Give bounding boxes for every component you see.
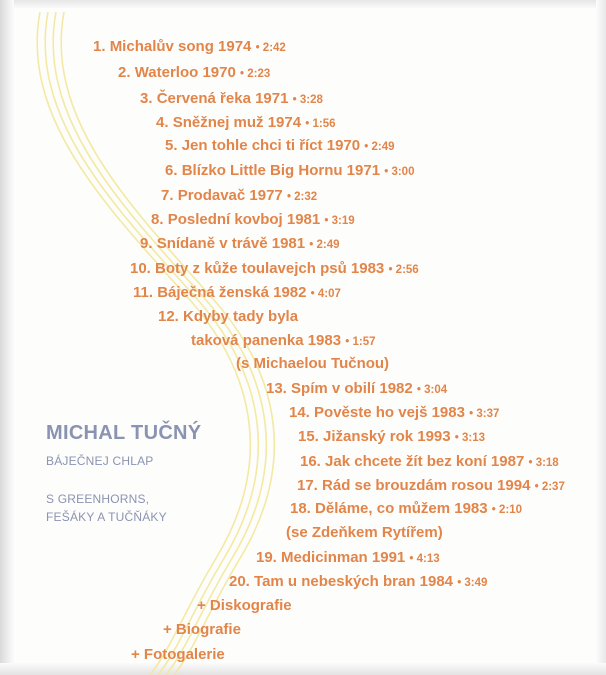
track-item-featuring	[286, 524, 443, 543]
track-duration: • 3:19	[324, 215, 355, 227]
track-number: 6.	[165, 162, 178, 179]
track-number: 13.	[266, 380, 287, 397]
track-title: Jen tohle chci ti říct 1970	[181, 137, 361, 154]
track-title: taková panenka 1983	[191, 332, 342, 349]
track-item-featuring	[236, 355, 389, 374]
track-number: 15.	[298, 428, 319, 445]
track-title: Červená řeka 1971	[156, 90, 289, 107]
track-item-continuation	[191, 332, 376, 351]
extra-photo-gallery[interactable]: + Fotogalerie	[131, 646, 225, 663]
track-duration: • 2:56	[388, 264, 419, 276]
track-number: 17.	[297, 477, 318, 494]
track-title: Pověste ho vejš 1983	[314, 404, 465, 421]
track-number: 16.	[300, 453, 321, 470]
track-number: 14.	[289, 404, 310, 421]
track-duration: • 3:28	[292, 94, 323, 106]
track-item	[93, 38, 286, 57]
track-item	[156, 114, 336, 133]
album-title: BÁJEČNEJ CHLAP	[46, 454, 154, 468]
track-title: Prodavač 1977	[177, 187, 283, 204]
track-item	[151, 211, 355, 230]
track-title: Waterloo 1970	[134, 64, 236, 81]
track-item	[300, 453, 559, 472]
track-duration: • 2:10	[491, 504, 523, 516]
track-number: 1.	[93, 38, 106, 55]
track-number: 18.	[290, 500, 311, 517]
track-item	[289, 404, 499, 423]
track-number: 4.	[156, 114, 169, 131]
track-item	[297, 477, 565, 496]
track-number: 19.	[256, 549, 277, 566]
track-duration: • 3:37	[469, 408, 500, 420]
track-duration: • 1:57	[345, 336, 376, 348]
track-item	[298, 428, 485, 447]
track-duration: • 2:37	[534, 481, 565, 493]
track-number: 10.	[130, 260, 151, 277]
track-title: (se Zdeňkem Rytířem)	[286, 524, 443, 541]
track-duration: • 4:13	[409, 553, 440, 565]
track-item	[161, 187, 317, 206]
track-number: 8.	[151, 211, 164, 228]
track-number: 20.	[229, 573, 250, 590]
track-title: Báječná ženská 1982	[157, 284, 307, 301]
track-title: Sněžnej muž 1974	[172, 114, 302, 131]
artist-name: MICHAL TUČNÝ	[46, 422, 202, 444]
track-title: Medicinman 1991	[281, 549, 406, 566]
track-duration: • 2:49	[364, 141, 395, 153]
track-title: Michalův song 1974	[109, 38, 252, 55]
track-duration: • 2:42	[255, 42, 286, 54]
track-duration: • 3:00	[384, 166, 415, 178]
track-item	[140, 235, 340, 254]
track-item	[140, 90, 323, 109]
track-number: 9.	[140, 235, 153, 252]
track-title: Děláme, co můžem 1983	[315, 500, 488, 517]
track-duration: • 4:07	[310, 288, 341, 300]
extra-biography[interactable]: + Biografie	[163, 621, 241, 638]
track-number: 2.	[118, 64, 131, 81]
track-number: 7.	[161, 187, 174, 204]
track-duration: • 3:18	[528, 457, 559, 469]
track-duration: • 3:04	[416, 384, 448, 396]
track-title: Spím v obilí 1982	[291, 380, 413, 397]
credits-line-2: FEŠÁKY A TUČŇÁKY	[46, 510, 167, 524]
track-duration: • 2:32	[286, 191, 318, 203]
track-title: Jižanský rok 1993	[323, 428, 451, 445]
extra-discography[interactable]: + Diskografie	[197, 597, 292, 614]
track-duration: • 2:23	[240, 68, 271, 80]
track-title: Boty z kůže toulavejch psů 1983	[155, 260, 385, 277]
track-number: 3.	[140, 90, 153, 107]
track-title: Kdyby tady byla	[183, 308, 299, 325]
track-title: (s Michaelou Tučnou)	[236, 355, 390, 372]
track-number: 12.	[158, 308, 179, 325]
track-item	[229, 573, 487, 592]
track-title: Jak chcete žít bez koní 1987	[325, 453, 525, 470]
track-title: Blízko Little Big Hornu 1971	[181, 162, 381, 179]
track-number: 11.	[133, 284, 154, 301]
track-duration: • 1:56	[305, 118, 336, 130]
track-number: 5.	[165, 137, 178, 154]
track-duration: • 3:13	[454, 432, 486, 444]
track-item	[165, 162, 414, 181]
track-item	[158, 308, 298, 327]
track-item	[266, 380, 447, 399]
track-duration: • 3:49	[457, 577, 488, 589]
credits-line-1: S GREENHORNS,	[46, 492, 150, 506]
track-title: Tam u nebeských bran 1984	[254, 573, 454, 590]
track-item	[256, 549, 440, 568]
track-item	[165, 137, 395, 156]
track-item	[290, 500, 522, 519]
track-duration: • 2:49	[309, 239, 340, 251]
track-title: Poslední kovboj 1981	[167, 211, 321, 228]
track-title: Rád se brouzdám rosou 1994	[322, 477, 531, 494]
track-item	[130, 260, 419, 279]
track-item	[133, 284, 341, 303]
track-title: Snídaně v trávě 1981	[156, 235, 306, 252]
track-item	[118, 64, 270, 83]
